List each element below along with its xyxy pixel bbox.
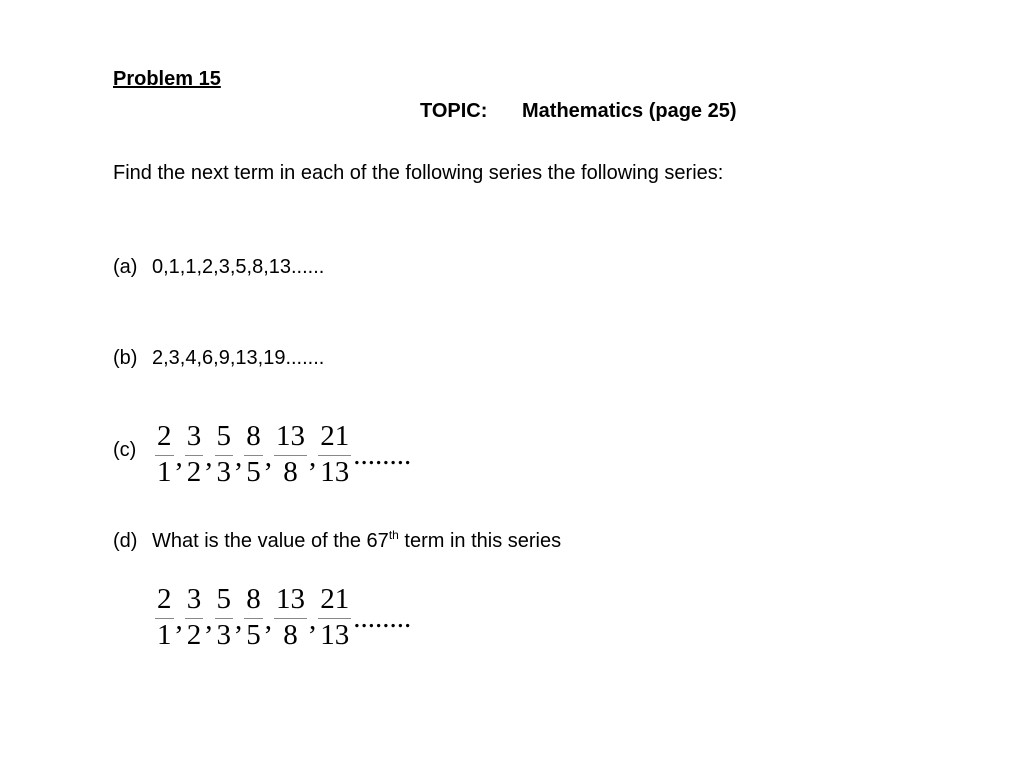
topic-line — [420, 100, 737, 123]
item-a-text: 0,1,1,2,3,5,8,13...... — [152, 256, 325, 278]
fraction-numerator: 8 — [246, 420, 261, 452]
problem-title: Problem 15 — [113, 68, 221, 90]
fraction — [318, 585, 351, 650]
series-comma: , — [309, 441, 317, 473]
fraction-denominator: 3 — [216, 456, 231, 488]
fraction — [155, 585, 174, 650]
series-comma: , — [309, 604, 317, 636]
fraction-denominator: 1 — [157, 619, 172, 651]
fraction-numerator: 5 — [216, 420, 231, 452]
fraction-denominator: 2 — [186, 456, 202, 488]
fraction — [215, 585, 234, 650]
fraction — [155, 422, 174, 487]
fraction-numerator: 13 — [276, 583, 305, 615]
instruction-text: Find the next term in each of the following series the following series: — [113, 162, 724, 184]
fraction-denominator: 5 — [246, 456, 261, 488]
fraction-denominator: 8 — [283, 619, 298, 651]
item-d — [113, 530, 561, 553]
fraction-numerator: 21 — [320, 420, 350, 452]
fraction-numerator: 21 — [320, 583, 350, 615]
series-comma: , — [205, 604, 213, 636]
fraction-numerator: 2 — [157, 420, 172, 452]
fraction — [244, 422, 263, 487]
fraction — [274, 585, 307, 650]
item-c-label: (c) — [113, 439, 137, 461]
topic-label: TOPIC: — [420, 100, 488, 122]
fraction — [215, 422, 234, 487]
fraction-numerator: 8 — [246, 583, 261, 615]
fraction-denominator: 5 — [246, 619, 261, 651]
fraction-denominator: 3 — [216, 619, 231, 651]
fraction — [185, 422, 204, 487]
fraction-numerator: 5 — [216, 583, 231, 615]
item-d-superscript: th — [388, 528, 399, 542]
fraction — [185, 585, 204, 650]
fraction-numerator: 3 — [186, 583, 202, 615]
item-d-text-after: term in this series — [398, 530, 562, 552]
fraction-denominator: 8 — [283, 456, 298, 488]
fraction-series-c — [155, 422, 411, 487]
fraction-numerator: 3 — [186, 420, 202, 452]
fraction-numerator: 2 — [157, 583, 172, 615]
series-comma: , — [264, 441, 272, 473]
fraction-denominator: 13 — [320, 456, 350, 488]
item-d-text-before: What is the value of the 67 — [152, 530, 389, 552]
fraction-denominator: 2 — [186, 619, 202, 651]
item-b — [113, 347, 324, 370]
series-comma: , — [175, 604, 183, 636]
series-ellipsis: ........ — [353, 439, 412, 471]
item-a-label: (a) — [113, 256, 138, 278]
item-d-label: (d) — [113, 530, 138, 552]
fraction-series-d — [155, 585, 411, 650]
fraction — [274, 422, 307, 487]
series-comma: , — [264, 604, 272, 636]
series-comma: , — [205, 441, 213, 473]
series-comma: , — [175, 441, 183, 473]
fraction-denominator: 1 — [157, 456, 172, 488]
series-comma: , — [235, 441, 243, 473]
fraction — [318, 422, 351, 487]
series-ellipsis: ........ — [353, 602, 412, 634]
topic-value: Mathematics (page 25) — [522, 100, 737, 122]
fraction — [244, 585, 263, 650]
series-comma: , — [235, 604, 243, 636]
fraction-numerator: 13 — [276, 420, 305, 452]
fraction-denominator: 13 — [320, 619, 350, 651]
item-b-text: 2,3,4,6,9,13,19....... — [152, 347, 325, 369]
item-b-label: (b) — [113, 347, 138, 369]
item-a — [113, 256, 324, 279]
